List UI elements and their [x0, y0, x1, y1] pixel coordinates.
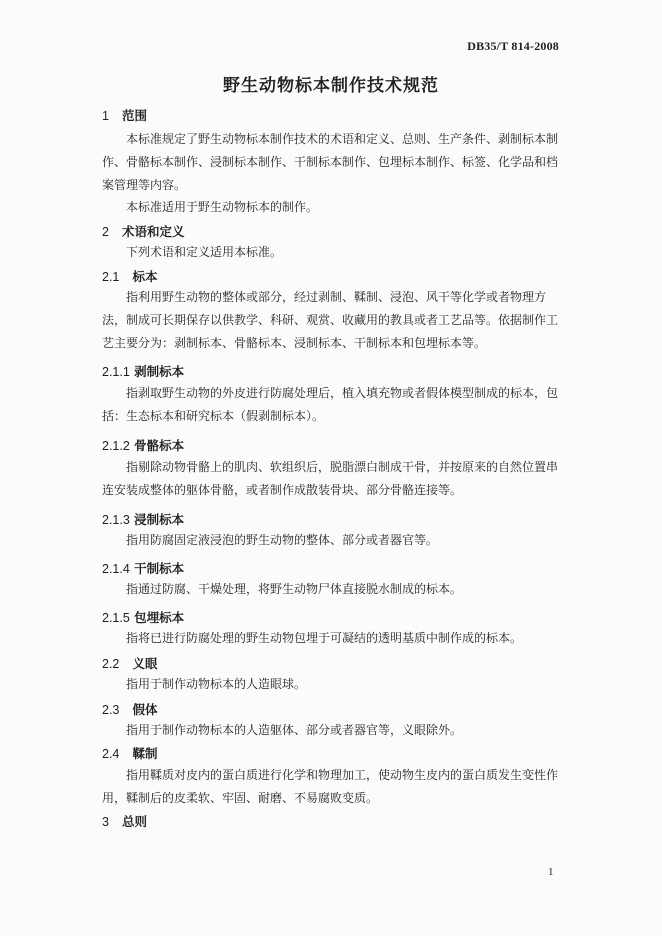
- paragraph: 指剥取野生动物的外皮进行防腐处理后，植入填充物或者假体模型制成的标本，包括：生态标本和研究标本（假剥制标本）。: [102, 386, 559, 423]
- section-title: 鞣制: [132, 746, 158, 761]
- standard-code: DB35/T 814-2008: [467, 39, 559, 53]
- section-title: 总则: [122, 814, 148, 829]
- section-title: 假体: [132, 702, 158, 717]
- paragraph: 本标准规定了野生动物标本制作技术的术语和定义、总则、生产条件、剥制标本制作、骨骼标本制作、浸制标本制作、干制标本制作、包埋标本制作、标签、化学品和档案管理等内容。: [102, 132, 559, 192]
- section-1-heading: [102, 106, 147, 124]
- section-number: 3: [102, 815, 109, 829]
- section-title: 范围: [122, 108, 148, 123]
- section-number: 2.1.1: [102, 365, 130, 379]
- section-2-2-heading: [102, 654, 157, 672]
- paragraph: 指用于制作动物标本的人造眼球。: [126, 677, 307, 691]
- section-title: 浸制标本: [134, 512, 185, 527]
- section-2-1-5-heading: [102, 608, 184, 626]
- section-title: 标本: [132, 269, 158, 284]
- paragraph: 本标准适用于野生动物标本的制作。: [126, 200, 319, 214]
- section-number: 2.2: [102, 657, 120, 671]
- section-number: 2.1.4: [102, 562, 130, 576]
- section-number: 2.1: [102, 270, 120, 284]
- document-title: 野生动物标本制作技术规范: [223, 76, 439, 96]
- section-2-1-heading: [102, 267, 157, 285]
- section-number: 2: [102, 225, 109, 239]
- section-2-1-1-heading: [102, 362, 184, 380]
- section-2-1-2-heading: [102, 436, 184, 454]
- section-number: 1: [102, 109, 109, 123]
- section-3-heading: [102, 812, 147, 830]
- section-title: 骨骼标本: [134, 438, 185, 453]
- section-2-4-heading: [102, 744, 157, 762]
- section-2-1-4-heading: [102, 559, 184, 577]
- paragraph: 指通过防腐、干燥处理，将野生动物尸体直接脱水制成的标本。: [126, 582, 463, 596]
- section-number: 2.4: [102, 747, 120, 761]
- paragraph: 下列术语和定义适用本标准。: [126, 245, 283, 259]
- section-number: 2.3: [102, 703, 120, 717]
- section-2-heading: [102, 222, 185, 240]
- page-number: 1: [548, 866, 554, 878]
- paragraph: 指利用野生动物的整体或部分，经过剥制、鞣制、浸泡、风干等化学或者物理方法，制成可长期保存以供教学、科研、观赏、收藏用的教具或者工艺品等。依据制作工艺主要分为：剥制标本、骨骼标本、浸制标本、干制标本和包埋标本等。: [102, 290, 559, 350]
- section-title: 剥制标本: [134, 364, 185, 379]
- section-2-1-3-heading: [102, 510, 184, 528]
- paragraph: 指剔除动物骨骼上的肌肉、软组织后，脱脂漂白制成干骨，并按原来的自然位置串连安装成整体的躯体骨骼，或者制作成散装骨块、部分骨骼连接等。: [102, 460, 559, 497]
- section-number: 2.1.3: [102, 513, 130, 527]
- paragraph: 指将已进行防腐处理的野生动物包埋于可凝结的透明基质中制作成的标本。: [126, 631, 523, 645]
- section-title: 义眼: [132, 656, 158, 671]
- paragraph: 指用鞣质对皮内的蛋白质进行化学和物理加工，使动物生皮内的蛋白质发生变性作用，鞣制后的皮柔软、牢固、耐磨、不易腐败变质。: [102, 768, 559, 805]
- section-title: 包埋标本: [134, 610, 185, 625]
- section-2-3-heading: [102, 700, 157, 718]
- section-number: 2.1.2: [102, 439, 130, 453]
- section-number: 2.1.5: [102, 611, 130, 625]
- paragraph: 指用防腐固定液浸泡的野生动物的整体、部分或者器官等。: [126, 533, 439, 547]
- section-title: 干制标本: [134, 561, 185, 576]
- section-title: 术语和定义: [122, 224, 185, 239]
- paragraph: 指用于制作动物标本的人造躯体、部分或者器官等，义眼除外。: [126, 723, 463, 737]
